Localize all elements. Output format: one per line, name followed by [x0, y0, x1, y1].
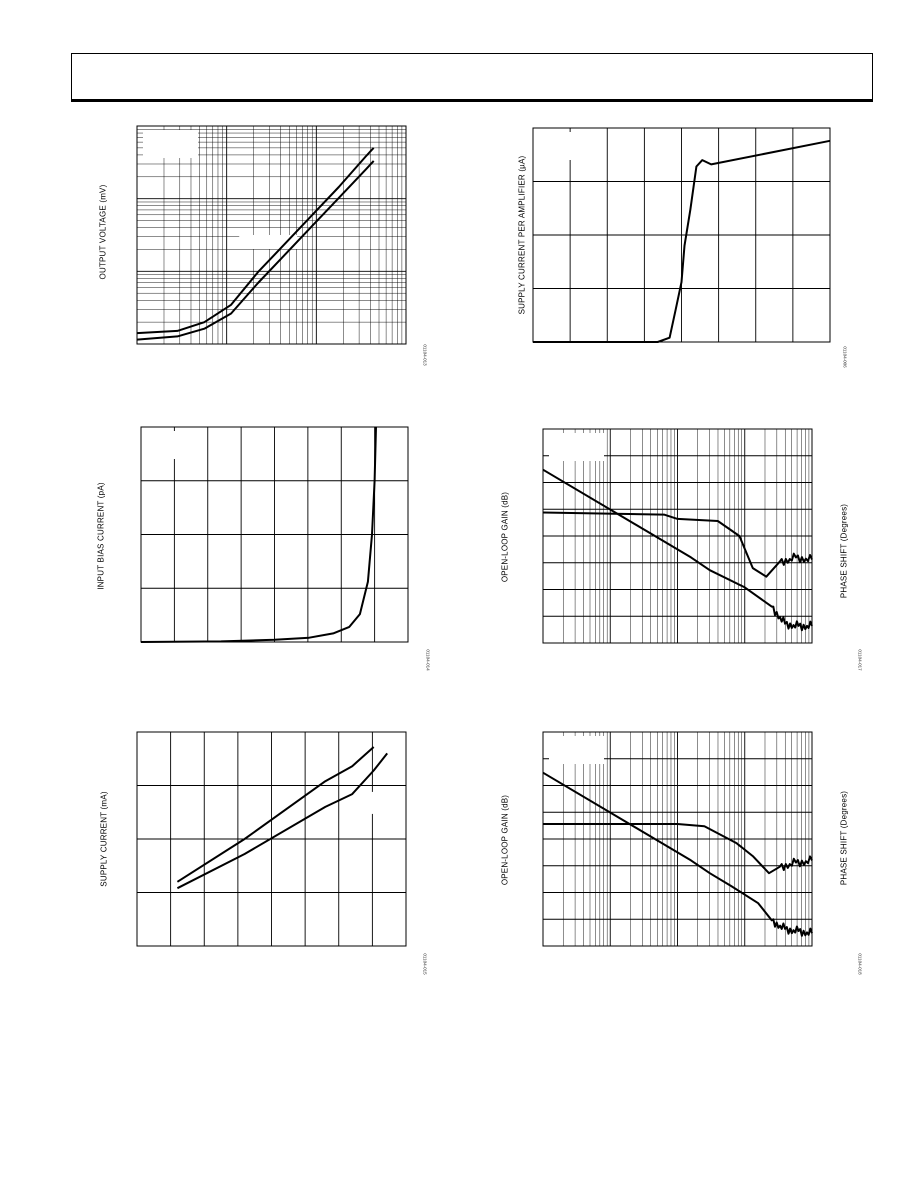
- chart-open-loop-gain-2-figure-id: 01104-018: [857, 953, 863, 975]
- page-header-box: [71, 53, 873, 102]
- chart-supply-current-figure-id: 01104-015: [422, 953, 428, 975]
- chart-open-loop-gain-2-svg: [543, 732, 812, 946]
- chart-output-voltage: [137, 126, 406, 344]
- chart-supply-current-per-amp-figure-id: 01104-006: [842, 346, 848, 368]
- series-line-1: [177, 753, 387, 888]
- grid: [533, 128, 830, 342]
- grid: [543, 429, 812, 643]
- chart-open-loop-gain-1-ylabel: OPEN-LOOP GAIN (dB): [500, 491, 510, 583]
- grid: [543, 732, 812, 946]
- chart-input-bias-current-figure-id: 01104-014: [425, 649, 431, 671]
- chart-open-loop-gain-1-y2label: PHASE SHIFT (Degrees): [839, 503, 849, 599]
- legend-box: [143, 130, 198, 158]
- legend-box: [539, 132, 594, 160]
- chart-open-loop-gain-2-y2label: PHASE SHIFT (Degrees): [839, 790, 849, 886]
- series-line-0: [177, 747, 373, 882]
- legend-box: [147, 431, 202, 459]
- chart-open-loop-gain-1: [543, 429, 812, 643]
- chart-output-voltage-figure-id: 01104-013: [422, 344, 428, 366]
- chart-input-bias-current-ylabel: INPUT BIAS CURRENT (pA): [96, 482, 106, 590]
- chart-open-loop-gain-1-figure-id: 01104-017: [857, 649, 863, 671]
- chart-supply-current-svg: [137, 732, 406, 946]
- chart-output-voltage-svg: [137, 126, 406, 344]
- chart-input-bias-current-svg: [141, 427, 408, 642]
- chart-supply-current: [137, 732, 406, 946]
- chart-input-bias-current: [141, 427, 408, 642]
- chart-output-voltage-ylabel: OUTPUT VOLTAGE (mV): [98, 184, 108, 280]
- chart-supply-current-ylabel: SUPPLY CURRENT (mA): [99, 791, 109, 887]
- chart-open-loop-gain-2-ylabel: OPEN-LOOP GAIN (dB): [500, 794, 510, 886]
- chart-open-loop-gain-2: [543, 732, 812, 946]
- legend-box: [549, 736, 604, 764]
- legend-box: [549, 433, 604, 461]
- chart-open-loop-gain-1-svg: [543, 429, 812, 643]
- grid: [141, 427, 408, 642]
- chart-supply-current-per-amp-ylabel: SUPPLY CURRENT PER AMPLIFIER (µA): [517, 155, 527, 315]
- chart-supply-current-per-amp: [533, 128, 830, 342]
- chart-supply-current-per-amp-svg: [533, 128, 830, 342]
- legend-box: [347, 792, 387, 814]
- legend-box: [239, 235, 297, 249]
